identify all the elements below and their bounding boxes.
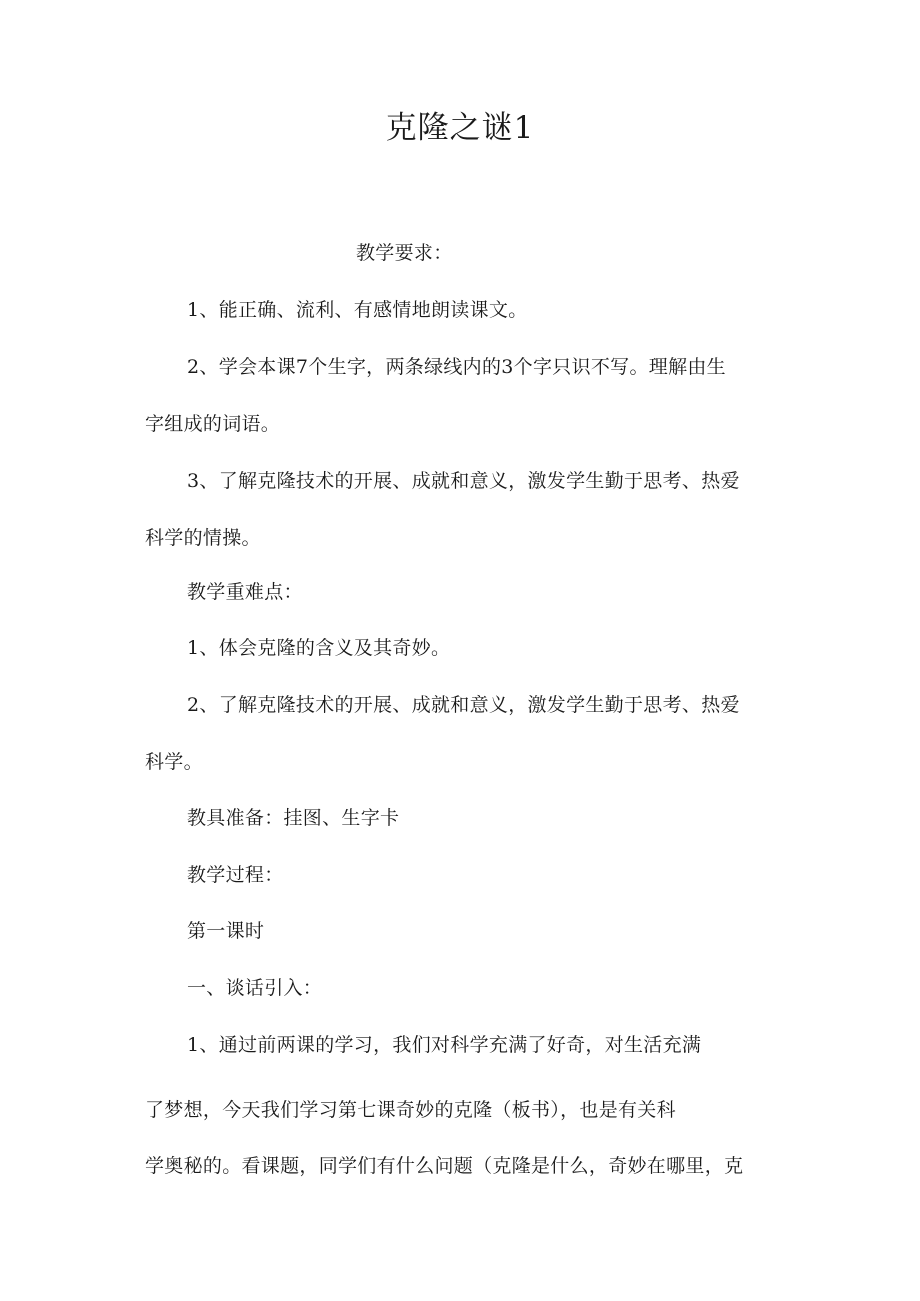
section-heading-first-lesson: 第一课时 <box>187 920 265 942</box>
paragraph-line: 字组成的词语。 <box>145 413 281 435</box>
paragraph-line: 科学的情操。 <box>145 527 261 549</box>
paragraph-line-teaching-aids: 教具准备：挂图、生字卡 <box>187 807 400 829</box>
paragraph-line: 学奥秘的。看课题，同学们有什么问题（克隆是什么，奇妙在哪里，克 <box>145 1155 744 1177</box>
paragraph-line: 3、了解克隆技术的开展、成就和意义，激发学生勤于思考、热爱 <box>187 470 740 492</box>
paragraph-line: 2、了解克隆技术的开展、成就和意义，激发学生勤于思考、热爱 <box>187 694 740 716</box>
section-heading-introduction: 一、谈话引入： <box>187 977 323 999</box>
section-heading-teaching-process: 教学过程： <box>187 864 284 886</box>
paragraph-line: 1、通过前两课的学习，我们对科学充满了好奇，对生活充满 <box>187 1034 702 1056</box>
paragraph-line: 了梦想，今天我们学习第七课奇妙的克隆（板书），也是有关科 <box>145 1099 676 1121</box>
section-heading-teaching-requirements: 教学要求： <box>356 242 453 264</box>
section-heading-key-points: 教学重难点： <box>187 581 303 603</box>
paragraph-line: 科学。 <box>145 751 203 773</box>
paragraph-line: 2、学会本课7个生字，两条绿线内的3个字只识不写。理解由生 <box>187 356 726 378</box>
paragraph-line: 1、体会克隆的含义及其奇妙。 <box>187 637 451 659</box>
document-title: 克隆之谜1 <box>385 110 535 146</box>
paragraph-line: 1、能正确、流利、有感情地朗读课文。 <box>187 299 528 321</box>
